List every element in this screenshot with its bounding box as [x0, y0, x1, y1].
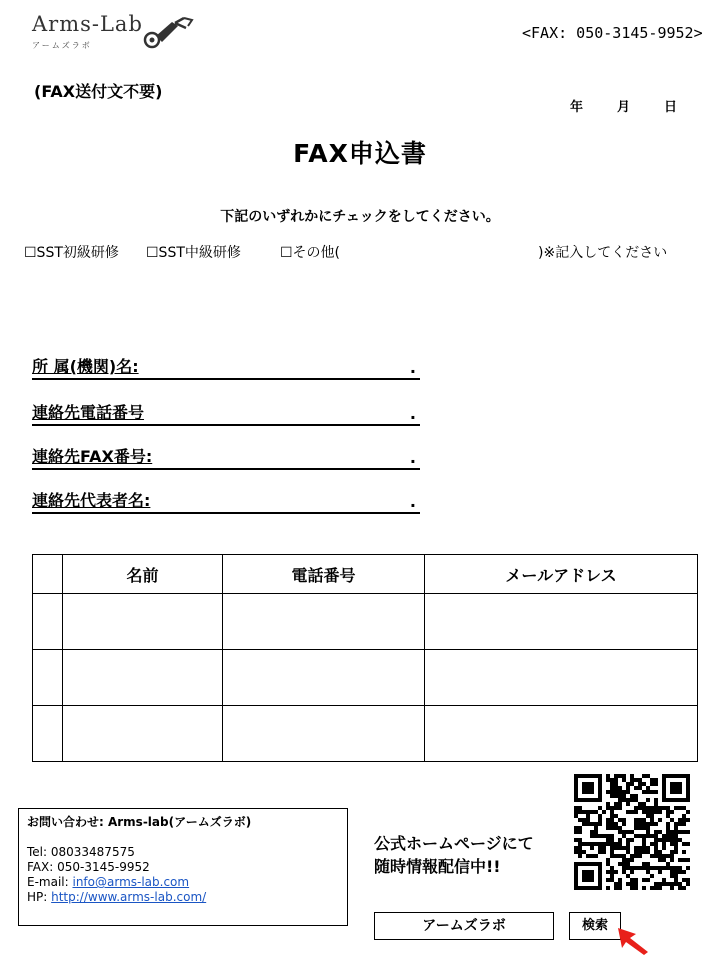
- field-fax-label: 連絡先FAX番号:: [32, 447, 153, 466]
- no-cover-note: (FAX送付文不要): [34, 82, 163, 101]
- checkbox-other[interactable]: ☐その他(: [280, 245, 341, 261]
- document-title: FAX申込書: [293, 139, 427, 168]
- contact-tel: Tel: 08033487575: [27, 845, 135, 859]
- table-row: [33, 594, 698, 650]
- other-note: )※記入してください: [538, 245, 668, 261]
- contact-title: お問い合わせ: Arms-lab(アームズラボ): [27, 815, 252, 829]
- date-row: [570, 96, 677, 115]
- members-table: [32, 554, 698, 762]
- date-day: 日: [664, 100, 678, 115]
- table-cell[interactable]: [63, 706, 223, 762]
- field-phone[interactable]: 連絡先電話番号 .: [32, 402, 420, 426]
- date-year: 年: [570, 100, 584, 115]
- table-header-row: [33, 555, 698, 594]
- table-cell: [33, 650, 63, 706]
- field-phone-label: 連絡先電話番号: [32, 403, 145, 422]
- header-blank: [33, 555, 63, 594]
- logo-text: Arms-Lab: [32, 12, 143, 36]
- homepage-link[interactable]: http://www.arms-lab.com/: [51, 890, 207, 904]
- cursor-arrow-icon: [616, 926, 650, 956]
- promo-text: [374, 832, 534, 878]
- table-cell[interactable]: [63, 650, 223, 706]
- field-affiliation[interactable]: 所 属(機関)名: .: [32, 356, 420, 380]
- header-email: メールアドレス: [425, 555, 698, 594]
- search-query-box[interactable]: アームズラボ: [374, 912, 554, 940]
- robot-arm-icon: [142, 14, 198, 54]
- table-cell[interactable]: [223, 706, 425, 762]
- header-name: 名前: [63, 555, 223, 594]
- table-row: [33, 650, 698, 706]
- field-representative-label: 連絡先代表者名:: [32, 491, 151, 510]
- promo-line-2: 随時情報配信中!!: [374, 857, 501, 876]
- table-cell: [33, 706, 63, 762]
- table-cell[interactable]: [223, 594, 425, 650]
- contact-email-label: E-mail:: [27, 875, 73, 889]
- header-fax-number: <FAX: 050-3145-9952>: [522, 24, 703, 42]
- table-cell: [33, 594, 63, 650]
- field-fax[interactable]: 連絡先FAX番号: .: [32, 446, 420, 470]
- qr-code[interactable]: [574, 774, 690, 890]
- table-cell[interactable]: [425, 594, 698, 650]
- table-cell[interactable]: [425, 650, 698, 706]
- instruction-text: 下記のいずれかにチェックをしてください。: [220, 209, 500, 225]
- checkbox-sst-intermediate[interactable]: ☐SST中級研修: [146, 245, 241, 261]
- contact-fax: FAX: 050-3145-9952: [27, 860, 150, 874]
- table-row: [33, 706, 698, 762]
- table-cell[interactable]: [425, 706, 698, 762]
- contact-box: [18, 808, 348, 926]
- table-cell[interactable]: [63, 594, 223, 650]
- promo-line-1: 公式ホームページにて: [374, 834, 534, 853]
- email-link[interactable]: info@arms-lab.com: [72, 875, 190, 889]
- contact-hp-label: HP:: [27, 890, 52, 904]
- field-representative[interactable]: 連絡先代表者名: .: [32, 490, 420, 514]
- table-cell[interactable]: [223, 650, 425, 706]
- field-affiliation-label: 所 属(機関)名:: [32, 357, 139, 376]
- date-month: 月: [617, 100, 631, 115]
- header-phone: 電話番号: [223, 555, 425, 594]
- checkbox-sst-beginner[interactable]: ☐SST初級研修: [24, 245, 119, 261]
- logo-subtitle: アームズラボ: [32, 41, 92, 50]
- search-button[interactable]: 検索: [569, 912, 621, 940]
